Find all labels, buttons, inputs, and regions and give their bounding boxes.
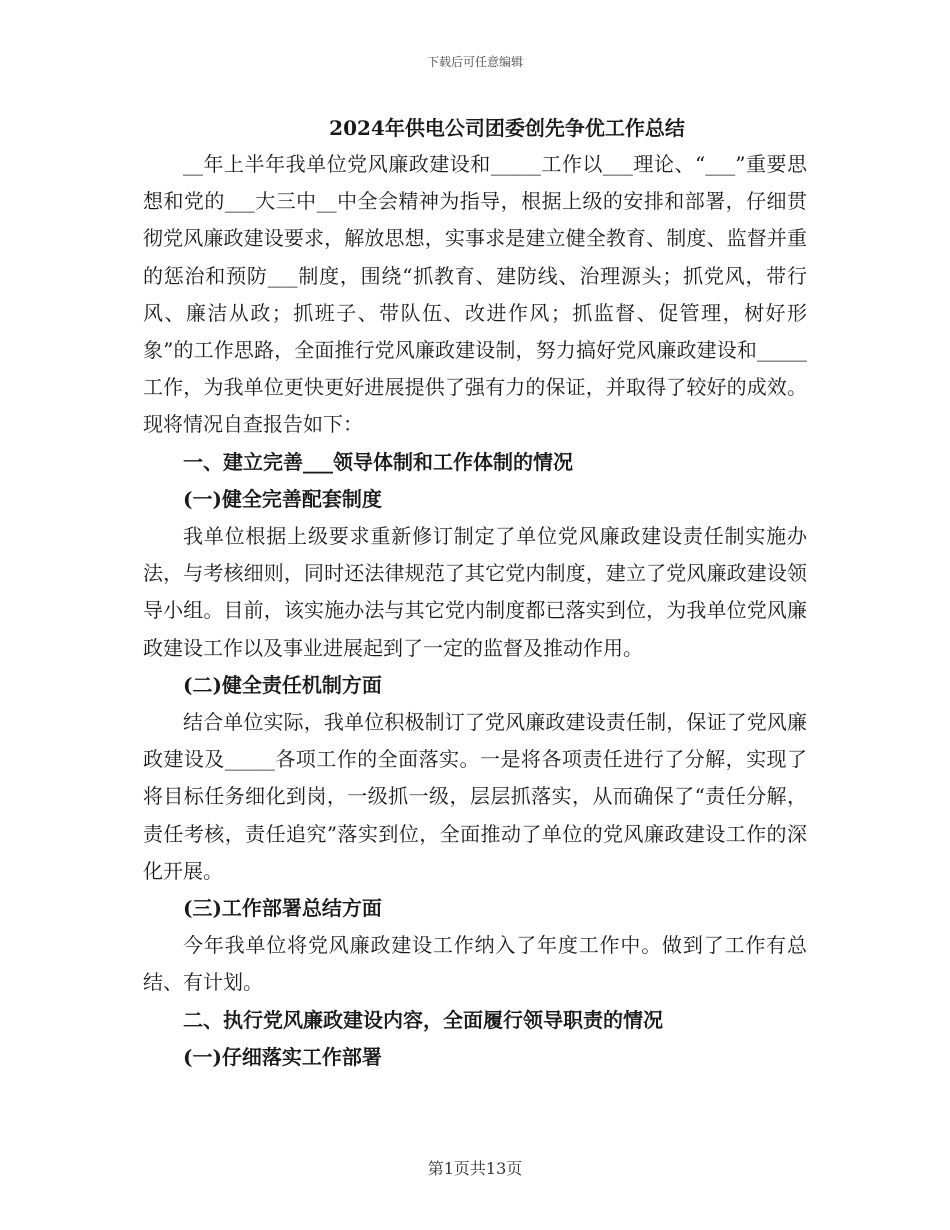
section-1-sub-3-paragraph: 今年我单位将党风廉政建设工作纳入了年度工作中。做到了工作有总结、有计划。 (143, 933, 807, 995)
section-1-sub-2-paragraph: 结合单位实际，我单位积极制订了党风廉政建设责任制，保证了党风廉政建设及_____各项工作的全面落实。一是将各项责任进行了分解，实现了将目标任务细化到岗，一级抓一级，层层抓落实，从而确保了“责任分解，责任考核，责任追究”落实到位，全面推动了单位的党风廉政建设工作的深化开展。 (143, 710, 807, 883)
page-number: 第1页共13页 (427, 1159, 523, 1178)
section-1-sub-1-paragraph: 我单位根据上级要求重新修订制定了单位党风廉政建设责任制实施办法，与考核细则，同时还法律规范了其它党内制度，建立了党风廉政建设领导小组。目前，该实施办法与其它党内制度都已落实到位，为我单位党风廉政建设工作以及事业进展起到了一定的监督及推动作用。 (143, 524, 807, 660)
section-1-sub-3-heading: (三)工作部署总结方面 (183, 896, 382, 921)
section-2-sub-1-heading: (一)仔细落实工作部署 (183, 1044, 382, 1069)
section-1-sub-2-heading: (二)健全责任机制方面 (183, 672, 382, 697)
page-header-note: 下载后可任意编辑 (426, 55, 523, 69)
document-body (143, 110, 807, 1076)
document-title: 2024年供电公司团委创先争优工作总结 (329, 116, 685, 140)
intro-paragraph: __年上半年我单位党风廉政建设和_____工作以___理论、“___”重要思想和党的___大三中__中全会精神为指导，根据上级的安排和部署，仔细贯彻党风廉政建设要求，解放思想，实事求是建立健全教育、制度、监督并重的惩治和预防___制度，围绕“抓教育、建防线、治理源头；抓党风，带行风、廉洁从政；抓班子、带队伍、改进作风；抓监督、促管理，树好形象”的工作思路，全面推行党风廉政建设制，努力搞好党风廉政建设和_____工作，为我单位更快更好进展提供了强有力的保证，并取得了较好的成效。现将情况自查报告如下： (143, 152, 807, 437)
section-1-sub-1-heading: (一)健全完善配套制度 (183, 486, 382, 511)
section-2-heading: 二、执行党风廉政建设内容，全面履行领导职责的情况 (183, 1007, 663, 1032)
section-1-heading: 一、建立完善___领导体制和工作体制的情况 (183, 449, 573, 474)
